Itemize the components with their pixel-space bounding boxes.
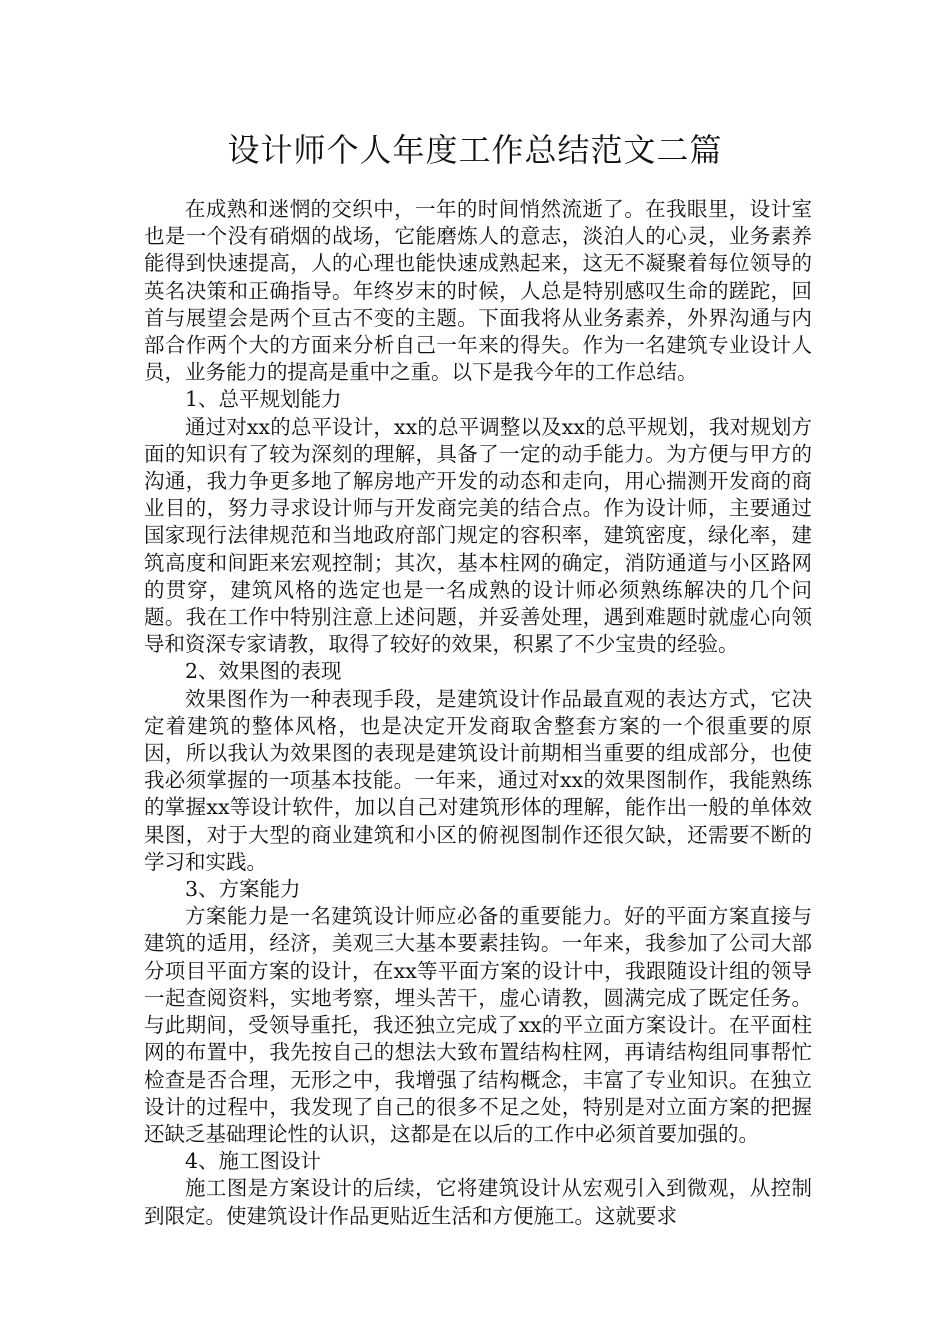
section-heading-rendering: 2、效果图的表现	[185, 659, 342, 684]
section-paragraph-construction-drawing: 施工图是方案设计的后续，它将建筑设计从宏观引入到微观，从控制到限定。使建筑设计作品更贴近生活和方便施工。这就要求	[144, 1176, 812, 1228]
document-title: 设计师个人年度工作总结范文二篇	[227, 131, 723, 169]
section-paragraph-rendering: 效果图作为一种表现手段，是建筑设计作品最直观的表达方式，它决定着建筑的整体风格，也是决定开发商取舍整套方案的一个很重要的原因，所以我认为效果图的表现是建筑设计前期相当重要的组成部分，也使我必须掌握的一项基本技能。一年来，通过对xx的效果图制作，我能熟练的掌握xx等设计软件，加以自己对建筑形体的理解，能作出一般的单体效果图，对于大型的商业建筑和小区的俯视图制作还很欠缺，还需要不断的学习和实践。	[144, 686, 812, 874]
intro-paragraph: 在成熟和迷惘的交织中，一年的时间悄然流逝了。在我眼里，设计室也是一个没有硝烟的战场，它能磨炼人的意志，淡泊人的心灵，业务素养能得到快速提高，人的心理也能快速成熟起来，这无不凝聚着每位领导的英名决策和正确指导。年终岁末的时候，人总是特别感叹生命的蹉跎，回首与展望会是两个亘古不变的主题。下面我将从业务素养，外界沟通与内部合作两个大的方面来分析自己一年来的得失。作为一名建筑专业设计人员，业务能力的提高是重中之重。以下是我今年的工作总结。	[144, 197, 812, 385]
section-paragraph-scheme: 方案能力是一名建筑设计师应必备的重要能力。好的平面方案直接与建筑的适用，经济，美观三大基本要素挂钩。一年来，我参加了公司大部分项目平面方案的设计，在xx等平面方案的设计中，我跟随设计组的领导一起查阅资料，实地考察，埋头苦干，虚心请教，圆满完成了既定任务。与此期间，受领导重托，我还独立完成了xx的平立面方案设计。在平面柱网的布置中，我先按自己的想法大致布置结构柱网，再请结构组同事帮忙检查是否合理，无形之中，我增强了结构概念，丰富了专业知识。在独立设计的过程中，我发现了自己的很多不足之处，特别是对立面方案的把握还缺乏基础理论性的认识，这都是在以后的工作中必须首要加强的。	[144, 904, 812, 1146]
section-heading-general-planning: 1、总平规划能力	[185, 387, 342, 412]
section-heading-construction-drawing: 4、施工图设计	[185, 1149, 322, 1174]
section-heading-scheme: 3、方案能力	[185, 877, 301, 902]
document-body	[144, 196, 812, 1230]
section-paragraph-general-planning: 通过对xx的总平设计，xx的总平调整以及xx的总平规划，我对规划方面的知识有了较为深刻的理解，具备了一定的动手能力。为方便与甲方的沟通，我力争更多地了解房地产开发的动态和走向，用心揣测开发商的商业目的，努力寻求设计师与开发商完美的结合点。作为设计师，主要通过国家现行法律规范和当地政府部门规定的容积率，建筑密度，绿化率，建筑高度和间距来宏观控制；其次，基本柱网的确定，消防通道与小区路网的贯穿，建筑风格的选定也是一名成熟的设计师必须熟练解决的几个问题。我在工作中特别注意上述问题，并妥善处理，遇到难题时就虚心向领导和资深专家请教，取得了较好的效果，积累了不少宝贵的经验。	[144, 414, 812, 657]
